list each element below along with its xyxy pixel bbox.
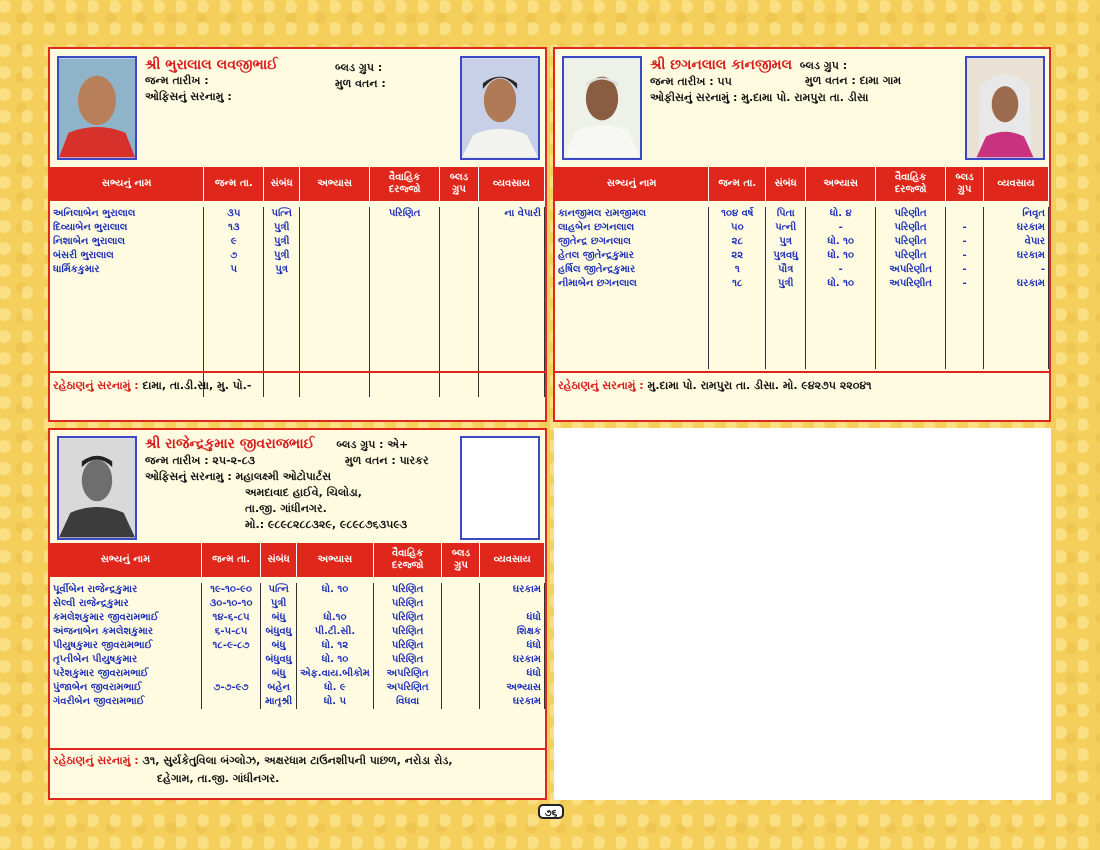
member-cell: ૧૯-૧૦-૯૦ — [201, 583, 260, 597]
member-cell: પુત્રી — [264, 249, 300, 263]
family-card-rajendrakumar — [48, 428, 547, 800]
member-row — [555, 221, 1049, 235]
member-cell: ૭ — [204, 249, 264, 263]
member-cell — [442, 597, 480, 611]
column-header: જન્મ તા. — [709, 167, 766, 201]
member-cell — [442, 653, 480, 667]
member-cell: પૂર્વીબેન રાજેન્દ્રકુમાર — [50, 583, 201, 597]
table-header-row — [50, 543, 545, 577]
member-cell: પિતા — [766, 207, 806, 221]
members-table — [555, 167, 1049, 369]
member-cell: બંધુ — [261, 667, 297, 681]
member-cell: બંધુ — [261, 611, 297, 625]
member-cell: - — [946, 249, 984, 263]
member-cell — [946, 207, 984, 221]
member-cell: ધો. ૪ — [806, 207, 876, 221]
blood-group: બ્લડ ગ્રુપ : — [335, 61, 383, 74]
member-cell: વિધવા — [373, 695, 442, 709]
member-cell: - — [946, 221, 984, 235]
member-cell: - — [946, 263, 984, 277]
birth-date: જન્મ તારીખ : — [145, 74, 209, 87]
member-cell — [442, 667, 480, 681]
member-cell — [440, 249, 479, 263]
member-cell: પરિણીત — [876, 249, 946, 263]
member-cell: ૧૮-૯-૮૭ — [201, 639, 260, 653]
member-cell — [370, 221, 440, 235]
table-header-row — [50, 167, 545, 201]
birth-date: જન્મ તારીખ : ૫૫ — [650, 75, 732, 88]
member-cell: - — [946, 277, 984, 291]
member-cell: પરિણીત — [876, 221, 946, 235]
member-cell: પી.ટી.સી. — [297, 625, 374, 639]
member-cell: પુત્ર — [264, 263, 300, 277]
member-cell — [370, 235, 440, 249]
member-cell: પત્ની — [766, 221, 806, 235]
member-cell: ધો. ૧૦ — [806, 249, 876, 263]
head-photo — [57, 436, 137, 540]
member-cell: ૨૨ — [709, 249, 766, 263]
member-cell — [300, 263, 370, 277]
member-cell: ઘરકામ — [984, 249, 1049, 263]
member-cell — [442, 639, 480, 653]
member-cell: ૬-૫-૮૫ — [201, 625, 260, 639]
member-cell: પુત્રી — [264, 221, 300, 235]
member-cell: ૧૩ — [204, 221, 264, 235]
member-cell: માતૃશ્રી — [261, 695, 297, 709]
member-cell — [201, 653, 260, 667]
native-place: મુળ વતન : — [335, 77, 386, 90]
column-header: બ્લડ ગ્રુપ — [440, 167, 479, 201]
member-cell — [370, 263, 440, 277]
member-cell — [442, 583, 480, 597]
member-cell: ઘરકામ — [480, 653, 545, 667]
spouse-photo — [460, 56, 540, 160]
member-cell: બંધુ — [261, 639, 297, 653]
member-cell — [479, 235, 545, 249]
member-cell: બંધુવધુ — [261, 625, 297, 639]
member-cell: પરિણીત — [876, 235, 946, 249]
column-header: વ્યવસાય — [984, 167, 1049, 201]
column-header: સભ્યનું નામ — [50, 543, 201, 577]
member-cell: પરેશકુમાર જીવરામભાઈ — [50, 667, 201, 681]
member-cell — [442, 681, 480, 695]
member-cell — [479, 249, 545, 263]
member-row — [50, 695, 545, 709]
member-cell — [370, 249, 440, 263]
member-cell — [479, 263, 545, 277]
office-address: ઓફિસનું સરનામુ : મહાલક્ષ્મી ઓટોપાર્ટસ — [145, 470, 332, 483]
member-cell — [479, 221, 545, 235]
native-place: મુળ વતન : પારકર — [345, 454, 429, 467]
residence-address: રહેઠાણનું સરનામું : મુ.દામા પો. રામપુરા તા. ડીસા. મો. ૯૪૨૭૫ ૨૨૦૪૧ — [555, 371, 1049, 432]
office-address: ઓફિસનું સરનામુ : — [145, 90, 232, 103]
members-table — [50, 167, 545, 397]
member-cell: ૯ — [204, 235, 264, 249]
spouse-photo-placeholder — [460, 436, 540, 540]
native-place: મુળ વતન : દામા ગામ — [805, 74, 902, 87]
column-header: વ્યવસાય — [479, 167, 545, 201]
member-cell: ધો.૧૦ — [297, 611, 374, 625]
member-cell: પરિણિત — [373, 611, 442, 625]
member-cell: ઘરકામ — [984, 277, 1049, 291]
member-cell: સેલ્વી રાજેન્દ્રકુમાર — [50, 597, 201, 611]
member-cell: ૧૪-૬-૮૫ — [201, 611, 260, 625]
family-card-bhuralal — [48, 47, 547, 422]
member-cell: તૃપ્તીબેન પીયુષકુમાર — [50, 653, 201, 667]
member-row — [555, 235, 1049, 249]
column-header: વ્યવસાય — [480, 543, 545, 577]
member-cell: ૧૦૪ વર્ષ — [709, 207, 766, 221]
member-cell: પુત્રી — [766, 277, 806, 291]
member-cell — [440, 221, 479, 235]
member-cell: ધંધો — [480, 611, 545, 625]
member-cell: ૫૦ — [709, 221, 766, 235]
member-cell: અપરિણીત — [876, 263, 946, 277]
column-header: સભ્યનું નામ — [555, 167, 709, 201]
column-header: વૈવાહિક દરજ્જો — [876, 167, 946, 201]
member-cell — [201, 695, 260, 709]
member-cell: પરિણિત — [373, 639, 442, 653]
column-header: અભ્યાસ — [297, 543, 374, 577]
member-cell: - — [946, 235, 984, 249]
member-row — [50, 263, 545, 277]
member-cell: ૩૫ — [204, 207, 264, 221]
member-cell: ધો. ૫ — [297, 695, 374, 709]
member-cell: - — [806, 221, 876, 235]
blood-group: બ્લડ ગ્રુપ : એ+ — [336, 438, 409, 451]
member-cell: પીયુષકુમાર જીવરામભાઈ — [50, 639, 201, 653]
column-header: સંબંધ — [261, 543, 297, 577]
member-row — [50, 639, 545, 653]
member-cell: પુત્ર — [766, 235, 806, 249]
member-cell: હર્ષિલ જીતેન્દ્રકુમાર — [555, 263, 709, 277]
member-cell: ધો. ૧૦ — [297, 583, 374, 597]
member-cell: પૌત્ર — [766, 263, 806, 277]
column-header: વૈવાહિક દરજ્જો — [373, 543, 442, 577]
member-cell: ધો. ૧૦ — [806, 235, 876, 249]
member-row — [50, 235, 545, 249]
member-cell: નિવૃત — [984, 207, 1049, 221]
column-header: જન્મ તા. — [204, 167, 264, 201]
member-cell: પરિણિત — [373, 597, 442, 611]
column-header: સંબંધ — [264, 167, 300, 201]
member-cell — [300, 235, 370, 249]
member-cell: જીતેન્દ્ર છગનલાલ — [555, 235, 709, 249]
member-cell: પુંજાબેન જીવરામભાઈ — [50, 681, 201, 695]
spouse-photo — [965, 56, 1045, 160]
member-cell: ધંધો — [480, 639, 545, 653]
member-cell: ૧૮ — [709, 277, 766, 291]
member-cell — [300, 221, 370, 235]
member-cell: ઘરકામ — [480, 695, 545, 709]
member-cell: શિક્ષક — [480, 625, 545, 639]
member-cell: ગંવરીબેન જીવરામભાઈ — [50, 695, 201, 709]
column-header: જન્મ તા. — [201, 543, 260, 577]
member-cell: કમલેશકુમાર જીવરામભાઈ — [50, 611, 201, 625]
member-cell — [300, 207, 370, 221]
member-cell: ૨૮ — [709, 235, 766, 249]
office-phone: મો.: ૯૮૯૮૨૮૮૩૨૯, ૯૮૯૮૭૬૩૫૯૩ — [245, 518, 408, 531]
office-address: ઓફીસનું સરનામું : મુ.દામા પો. રામપુરા તા. ડીસા — [650, 91, 869, 104]
column-header: સભ્યનું નામ — [50, 167, 204, 201]
members-table — [50, 543, 545, 709]
member-cell — [440, 235, 479, 249]
member-cell: પરિણિત — [370, 207, 440, 221]
member-cell: પરિણિત — [373, 653, 442, 667]
member-cell — [440, 263, 479, 277]
member-cell: પુત્રવધુ — [766, 249, 806, 263]
member-cell: પરિણિત — [373, 583, 442, 597]
member-row — [555, 277, 1049, 291]
column-header: બ્લડ ગ્રુપ — [946, 167, 984, 201]
office-line: અમદાવાદ હાઈવે, ચિલોડા, — [245, 486, 362, 499]
member-cell: પત્નિ — [261, 583, 297, 597]
member-row — [50, 611, 545, 625]
member-cell: ૩૦-૧૦-૧૦ — [201, 597, 260, 611]
member-cell — [300, 249, 370, 263]
member-cell: વેપાર — [984, 235, 1049, 249]
page-number: ૭૬ — [538, 804, 564, 819]
member-cell: બંધુવધુ — [261, 653, 297, 667]
member-cell: ધો. ૧૦ — [297, 653, 374, 667]
member-row — [50, 681, 545, 695]
family-head-name: શ્રી છગનલાલ કાનજીમલ — [650, 57, 793, 73]
member-cell: - — [984, 263, 1049, 277]
member-row — [555, 263, 1049, 277]
member-row — [50, 249, 545, 263]
member-cell: અનિલાબેન ભુરાલાલ — [50, 207, 204, 221]
member-row — [50, 667, 545, 681]
member-cell: લાહબેન છગનલાલ — [555, 221, 709, 235]
member-cell: અંજનાબેન કમલેશકુમાર — [50, 625, 201, 639]
member-cell: બહેન — [261, 681, 297, 695]
member-cell: ના વેપારી — [479, 207, 545, 221]
member-cell: ૫ — [204, 263, 264, 277]
member-cell: ધો. ૧૨ — [297, 639, 374, 653]
member-cell — [440, 207, 479, 221]
member-cell — [442, 625, 480, 639]
residence-address: રહેઠાણનું સરનામું : દામા, તા.ડી.સા, મુ. પો.- — [50, 371, 545, 432]
member-cell — [297, 597, 374, 611]
member-cell: અપરિણીત — [876, 277, 946, 291]
column-header: વૈવાહિક દરજ્જો — [370, 167, 440, 201]
member-cell: ૧ — [709, 263, 766, 277]
member-row — [50, 583, 545, 597]
member-row — [50, 625, 545, 639]
table-header-row — [555, 167, 1049, 201]
member-cell: પરિણીત — [876, 207, 946, 221]
member-cell: ઘરકામ — [480, 583, 545, 597]
member-cell: ધાર્મિકકુમાર — [50, 263, 204, 277]
member-cell — [442, 611, 480, 625]
member-cell: ૭-૭-૯૭ — [201, 681, 260, 695]
member-cell: બંસરી ભુરાલાલ — [50, 249, 204, 263]
member-cell: - — [806, 263, 876, 277]
member-cell: પરિણિત — [373, 625, 442, 639]
member-cell — [201, 667, 260, 681]
member-cell: નીમાબેન છગનલાલ — [555, 277, 709, 291]
member-row — [555, 249, 1049, 263]
member-cell: અપરિણિત — [373, 681, 442, 695]
family-card-chhaganlal — [553, 47, 1051, 422]
member-cell: પુત્રી — [264, 235, 300, 249]
member-cell: હેતલ જીતેન્દ્રકુમાર — [555, 249, 709, 263]
member-cell: ધો. ૯ — [297, 681, 374, 695]
member-cell: કાનજીમલ રામજીમલ — [555, 207, 709, 221]
member-cell: એફ.વાય.બીકોમ — [297, 667, 374, 681]
head-photo — [562, 56, 642, 160]
office-line: તા.જી. ગાંધીનગર. — [245, 502, 327, 515]
member-cell — [480, 597, 545, 611]
member-cell: ધો. ૧૦ — [806, 277, 876, 291]
family-head-name: શ્રી રાજેન્દ્રકુમાર જીવરાજભાઈ — [145, 436, 315, 452]
column-header: બ્લડ ગ્રુપ — [442, 543, 480, 577]
blood-group: બ્લડ ગ્રુપ : — [799, 59, 848, 72]
member-cell — [442, 695, 480, 709]
member-row — [50, 597, 545, 611]
member-row — [555, 207, 1049, 221]
column-header: અભ્યાસ — [300, 167, 370, 201]
birth-date: જન્મ તારીખ : ૨૫-૨-૮૩ — [145, 454, 256, 467]
member-cell: દિવ્યાબેન ભુરાલાલ — [50, 221, 204, 235]
member-cell: અભ્યાસ — [480, 681, 545, 695]
member-row — [50, 221, 545, 235]
head-photo — [57, 56, 137, 160]
blank-panel — [554, 428, 1051, 800]
family-head-name: શ્રી ભુરાલાલ લવજીભાઈ — [145, 57, 278, 73]
member-cell: પુત્રી — [261, 597, 297, 611]
column-header: અભ્યાસ — [806, 167, 876, 201]
member-cell: અપરિણિત — [373, 667, 442, 681]
column-header: સંબંધ — [766, 167, 806, 201]
member-cell: પત્નિ — [264, 207, 300, 221]
member-row — [50, 207, 545, 221]
member-cell: ઘરકામ — [984, 221, 1049, 235]
member-cell: નિશાબેન ભુરાલાલ — [50, 235, 204, 249]
residence-address: રહેઠાણનું સરનામું : ૩૧, સુર્યકેતુવિલા બંગ્લોઝ, અક્ષરધામ ટાઉનશીપની પાછળ, નરોડા રોડ, દહેગામ, તા.જી. ગાંધીનગર. — [50, 748, 545, 808]
member-cell: ધંધો — [480, 667, 545, 681]
member-row — [50, 653, 545, 667]
